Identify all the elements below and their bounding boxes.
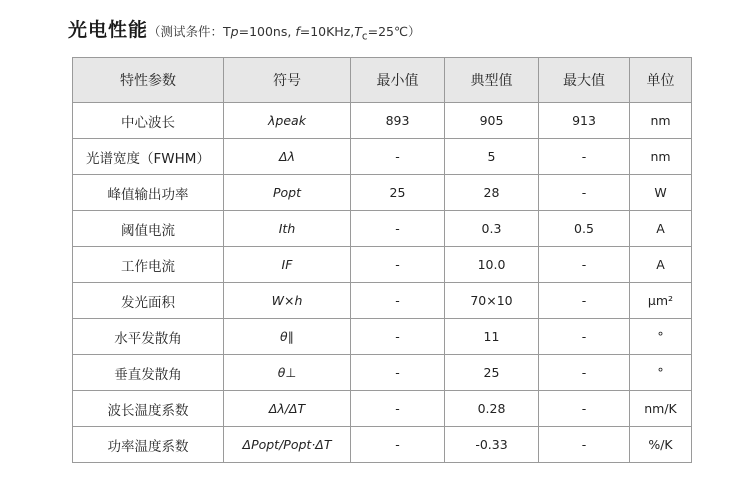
param-symbol: λpeak xyxy=(224,103,351,139)
param-typical: 70×10 xyxy=(445,283,539,319)
param-unit: %/K xyxy=(630,427,692,463)
param-min: - xyxy=(351,211,445,247)
table-row xyxy=(73,139,692,175)
param-name: 功率温度系数 xyxy=(73,427,224,463)
section-title: 光电性能 xyxy=(68,19,149,41)
param-symbol: IF xyxy=(224,247,351,283)
param-min: 893 xyxy=(351,103,445,139)
param-max: - xyxy=(539,355,630,391)
param-typical: -0.33 xyxy=(445,427,539,463)
param-name: 发光面积 xyxy=(73,283,224,319)
section-heading xyxy=(68,15,421,43)
table-row xyxy=(73,103,692,139)
table-row xyxy=(73,319,692,355)
param-unit: ° xyxy=(630,355,692,391)
param-min: - xyxy=(351,391,445,427)
header-unit: 单位 xyxy=(630,58,692,103)
param-min: - xyxy=(351,283,445,319)
header-parameter: 特性参数 xyxy=(73,58,224,103)
param-name: 阈值电流 xyxy=(73,211,224,247)
param-max: - xyxy=(539,391,630,427)
param-typical: 905 xyxy=(445,103,539,139)
param-unit: μm² xyxy=(630,283,692,319)
param-min: 25 xyxy=(351,175,445,211)
table-row xyxy=(73,247,692,283)
param-unit: nm xyxy=(630,103,692,139)
header-typical: 典型值 xyxy=(445,58,539,103)
param-name: 水平发散角 xyxy=(73,319,224,355)
param-unit: A xyxy=(630,211,692,247)
param-min: - xyxy=(351,427,445,463)
param-name: 光谱宽度（FWHM） xyxy=(73,139,224,175)
param-unit: nm/K xyxy=(630,391,692,427)
table-header-row xyxy=(73,58,692,103)
test-conditions: （测试条件：Tp=100ns, $f=10KHz,T_c=25℃$） xyxy=(148,24,421,43)
param-typical: 11 xyxy=(445,319,539,355)
table-row xyxy=(73,391,692,427)
header-max: 最大值 xyxy=(539,58,630,103)
param-symbol: θ∥ xyxy=(224,319,351,355)
param-max: - xyxy=(539,319,630,355)
table-row xyxy=(73,355,692,391)
param-max: 0.5 xyxy=(539,211,630,247)
param-max: - xyxy=(539,427,630,463)
param-symbol: θ⊥ xyxy=(224,355,351,391)
header-min: 最小值 xyxy=(351,58,445,103)
param-min: - xyxy=(351,319,445,355)
param-min: - xyxy=(351,247,445,283)
param-name: 峰值输出功率 xyxy=(73,175,224,211)
param-unit: ° xyxy=(630,319,692,355)
param-max: - xyxy=(539,175,630,211)
param-unit: W xyxy=(630,175,692,211)
table-row xyxy=(73,175,692,211)
param-symbol: Popt xyxy=(224,175,351,211)
param-symbol: Δλ xyxy=(224,139,351,175)
param-typical: 25 xyxy=(445,355,539,391)
param-typical: 10.0 xyxy=(445,247,539,283)
param-min: - xyxy=(351,139,445,175)
param-name: 中心波长 xyxy=(73,103,224,139)
param-max: - xyxy=(539,283,630,319)
param-min: - xyxy=(351,355,445,391)
param-unit: nm xyxy=(630,139,692,175)
param-typical: 28 xyxy=(445,175,539,211)
param-symbol: Δλ/ΔT xyxy=(224,391,351,427)
table-body xyxy=(73,103,692,463)
table-row xyxy=(73,283,692,319)
param-symbol: ΔPopt/Popt·ΔT xyxy=(224,427,351,463)
param-unit: A xyxy=(630,247,692,283)
param-name: 波长温度系数 xyxy=(73,391,224,427)
param-name: 工作电流 xyxy=(73,247,224,283)
param-typical: 0.28 xyxy=(445,391,539,427)
param-symbol: W×h xyxy=(224,283,351,319)
param-max: 913 xyxy=(539,103,630,139)
table-row xyxy=(73,211,692,247)
table-row xyxy=(73,427,692,463)
param-typical: 5 xyxy=(445,139,539,175)
param-max: - xyxy=(539,247,630,283)
spec-table xyxy=(72,57,692,463)
header-symbol: 符号 xyxy=(224,58,351,103)
param-symbol: Ith xyxy=(224,211,351,247)
param-typical: 0.3 xyxy=(445,211,539,247)
param-name: 垂直发散角 xyxy=(73,355,224,391)
param-max: - xyxy=(539,139,630,175)
